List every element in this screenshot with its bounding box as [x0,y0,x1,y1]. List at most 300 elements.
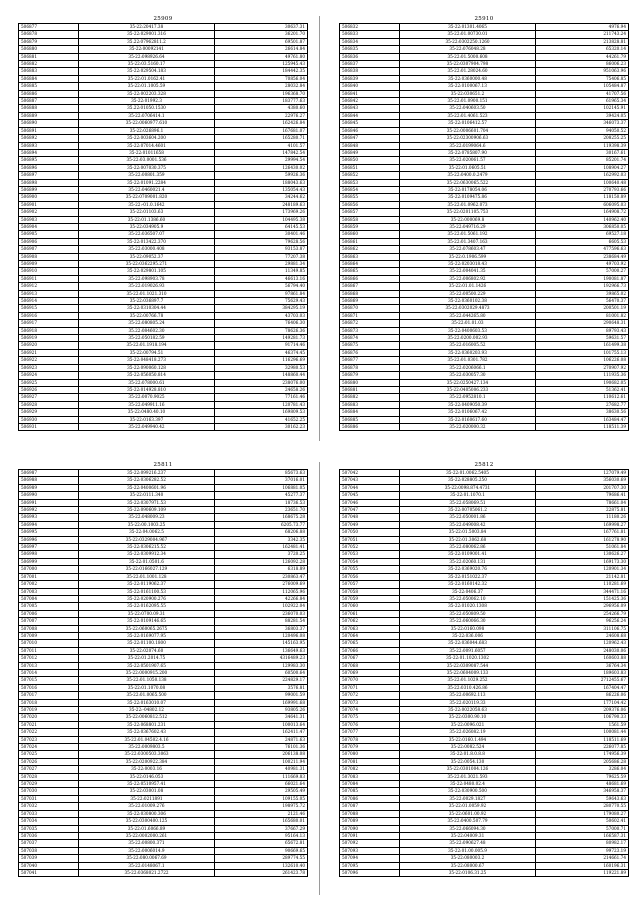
record-id-cell: 506878 [19,31,79,38]
record-id-cell: 507006 [19,610,79,617]
amount-cell: 190081.87 [536,275,629,282]
record-id-cell: 507062 [340,618,400,625]
record-id-cell: 507055 [340,566,400,573]
table-row [19,216,308,223]
table-row [19,342,308,349]
timestamp-cell: 35-22:01.3021.593 [399,773,536,780]
record-id-cell: 506856 [340,201,400,208]
table-row [340,216,629,223]
timestamp-cell: 35-22:0480.40.10 [78,409,215,416]
record-id-cell: 507046 [340,499,400,506]
amount-cell: 34641.31 [215,714,308,721]
amount-cell: 270793.66 [536,186,629,193]
table-row [19,201,308,208]
record-id-cell: 506838 [340,68,400,75]
record-id-cell: 507094 [340,855,400,862]
record-id-cell: 507018 [19,699,79,706]
record-id-cell: 507057 [340,581,400,588]
record-id-cell: 506850 [340,157,400,164]
timestamp-cell: 35-22:048418.273 [78,357,215,364]
timestamp-cell: 35-22:0161100.53 [78,588,215,595]
amount-cell: 211743.24 [536,31,629,38]
amount-cell: 29505.49 [215,788,308,795]
timestamp-cell: 35-22:003604.200 [78,135,215,142]
amount-cell: 91714.46 [215,342,308,349]
table-row [340,46,629,53]
timestamp-cell: 35-22:0200.002.93 [399,335,536,342]
timestamp-cell: 35-22:076048.28 [399,46,536,53]
timestamp-cell: 35-22:03001.08 [78,788,215,795]
table-row [340,164,629,171]
table-row [19,120,308,127]
table-row [19,127,308,134]
timestamp-cell: 35-22:0006601.704 [399,127,536,134]
table-row [340,105,629,112]
timestamp-cell: 35-22:030057.30 [399,372,536,379]
timestamp-cell: 35-22:0630065.522 [399,179,536,186]
table-row [19,603,308,610]
record-id-cell: 507069 [340,669,400,676]
timestamp-cell: 35-22:049911.16 [78,401,215,408]
amount-cell: 344471.16 [536,588,629,595]
amount-cell: 30637.31 [215,24,308,31]
timestamp-cell: 35-22:01.5000.608 [399,53,536,60]
amount-cell: 120496.08 [215,632,308,639]
record-id-cell: 506865 [340,268,400,275]
amount-cell: 162481.41 [215,544,308,551]
amount-cell: 21142.81 [536,573,629,580]
record-id-cell: 506853 [340,179,400,186]
table-row [19,290,308,297]
table-row [340,677,629,684]
record-id-cell: 506872 [340,320,400,327]
timestamp-cell: 35-22:01091.2284 [78,179,215,186]
amount-cell: 160196.31 [536,862,629,869]
table-row [19,544,308,551]
record-id-cell: 507065 [340,640,400,647]
amount-cell: 151425.36 [536,595,629,602]
table-row [340,357,629,364]
timestamp-cell: 35-22:078000.61 [78,379,215,386]
table-row [340,275,629,282]
table-row [340,692,629,699]
table-row [19,499,308,506]
table-row [340,98,629,105]
amount-cell: 30167.61 [536,149,629,156]
table-row [340,788,629,795]
record-id-cell: 507024 [19,744,79,751]
amount-cell: 2121.46 [215,810,308,817]
amount-cell: 97861.84 [215,290,308,297]
record-id-cell: 507025 [19,751,79,758]
timestamp-cell: 35-22:0360102.38 [399,298,536,305]
record-id-cell: 507075 [340,714,400,721]
amount-cell: 384295.19 [215,305,308,312]
timestamp-cell: 35-22:0.1906.599 [399,253,536,260]
record-id-cell: 506863 [340,253,400,260]
timestamp-cell: 35-22:0601.00.92 [399,810,536,817]
table-row [340,83,629,90]
timestamp-cell: 35-22:01020.1308 [399,603,536,610]
record-id-cell: 506884 [340,409,400,416]
record-id-cell: 506878 [340,364,400,371]
timestamp-cell: 35-22:056050.814 [78,372,215,379]
amount-cell: 106881.05 [215,484,308,491]
table-row [19,401,308,408]
timestamp-cell: 35-22:029504.183 [78,68,215,75]
table-row [340,246,629,253]
record-id-cell: 506997 [19,544,79,551]
timestamp-cell: 35-22:02060.131 [399,558,536,565]
amount-cell: 174956.39 [536,751,629,758]
amount-cell: 208255.25 [536,135,629,142]
record-id-cell: 506845 [340,120,400,127]
timestamp-cell: 35-22:01.8.0.8.8 [399,751,536,758]
record-id-cell: 506862 [340,246,400,253]
top-gutter-rule [319,16,320,441]
timestamp-cell: 35-22:0362295.271 [78,261,215,268]
timestamp-cell: 35-22:02300906.63 [399,135,536,142]
amount-cell: 110612.61 [536,394,629,401]
amount-cell: 120962.43 [536,640,629,647]
table-row [340,194,629,201]
amount-cell: 112065.96 [215,588,308,595]
table-row [340,75,629,82]
table-row [340,238,629,245]
amount-cell: 57000.27 [536,268,629,275]
amount-cell: 24658.26 [215,386,308,393]
table-row [19,610,308,617]
table-row [340,31,629,38]
amount-cell: 126092.28 [215,558,308,565]
timestamp-cell: 35-22:036897.7 [78,298,215,305]
amount-cell: 276009.69 [215,581,308,588]
amount-cell: 66021.64 [215,781,308,788]
timestamp-cell: 35-22:01.1050.138 [78,677,215,684]
record-id-cell: 506844 [340,112,400,119]
table-row [340,581,629,588]
amount-cell: 161499.38 [536,342,629,349]
table-row [340,68,629,75]
amount-cell: 198975.72 [215,803,308,810]
timestamp-cell: 35-22:029801.105 [78,268,215,275]
amount-cell: 127079.49 [536,470,629,477]
record-id-cell: 507045 [340,492,400,499]
table-row [19,625,308,632]
timestamp-cell: 35-22:01.2014.75 [78,655,215,662]
amount-cell: 86006.23 [536,61,629,68]
table-row [340,729,629,736]
amount-cell: 162426.84 [215,120,308,127]
table-row [19,209,308,216]
timestamp-cell: 35-22:036.006 [399,632,536,639]
amount-cell: 79686.41 [536,492,629,499]
timestamp-cell: 35-22:080062.86 [399,544,536,551]
record-id-cell: 506992 [19,507,79,514]
table-row [19,135,308,142]
record-id-cell: 506899 [19,186,79,193]
table-row [19,832,308,839]
timestamp-cell: 35-22:0000915.200 [78,669,215,676]
table-row [340,283,629,290]
table-row [19,275,308,282]
record-id-cell: 506912 [19,283,79,290]
record-id-cell: 506905 [19,231,79,238]
record-id-cell: 506833 [340,31,400,38]
table-row [340,470,629,477]
amount-cell: 78626.36 [215,327,308,334]
timestamp-cell: 35-22:099216.237 [78,470,215,477]
record-id-cell: 507091 [340,832,400,839]
record-id-cell: 507005 [19,603,79,610]
timestamp-cell: 35-22:0302250.1260 [399,38,536,45]
record-id-cell: 506861 [340,238,400,245]
amount-cell: 38630.56 [536,409,629,416]
record-id-cell: 506901 [19,201,79,208]
record-id-cell: 506924 [19,372,79,379]
record-id-cell: 506907 [19,246,79,253]
record-id-cell: 506998 [19,551,79,558]
record-id-cell: 506886 [340,423,400,430]
amount-cell: 135054.43 [215,186,308,193]
amount-cell: 11180.26 [536,514,629,521]
record-id-cell: 506858 [340,216,400,223]
record-id-cell: 506877 [340,357,400,364]
timestamp-cell: 35-22:004041.35 [399,268,536,275]
table-row [340,499,629,506]
amount-cell: 75406.85 [536,75,629,82]
amount-cell: 184442.35 [215,68,308,75]
table-row [340,825,629,832]
record-id-cell: 506903 [19,216,79,223]
table-row [19,707,308,714]
record-id-cell: 507076 [340,721,400,728]
amount-cell: 26614.84 [215,46,308,53]
timestamp-cell: 35-22:0162095.55 [78,603,215,610]
record-id-cell: 507087 [340,803,400,810]
amount-cell: 37667.29 [215,825,308,832]
record-id-cell: 507064 [340,632,400,639]
timestamp-cell: 35-22:026896.1 [78,127,215,134]
amount-cell: 48681.69 [536,781,629,788]
timestamp-cell: 35-22:0300400.125 [78,818,215,825]
record-id-cell: 506918 [19,327,79,334]
record-id-cell: 506883 [340,401,400,408]
amount-cell: 163484.47 [536,416,629,423]
table-row [19,847,308,854]
amount-cell: 100640.48 [536,179,629,186]
record-id-cell: 506931 [19,423,79,430]
amount-cell: 96256.24 [536,618,629,625]
record-id-cell: 506875 [340,342,400,349]
timestamp-cell: 35-22:01100.1800 [78,640,215,647]
amount-cell: 110281.69 [536,581,629,588]
amount-cell: 177104.42 [536,699,629,706]
timestamp-cell: 35-22:029001.316 [78,31,215,38]
amount-cell: 100211.94 [215,758,308,765]
amount-cell: 160603.88 [536,655,629,662]
amount-cell: 346958.37 [536,788,629,795]
table-row [340,632,629,639]
table-row [340,364,629,371]
amount-cell: 169173.30 [536,558,629,565]
record-id-cell: 506913 [19,290,79,297]
timestamp-cell: 35-22:0400601.96 [78,484,215,491]
table-row [19,38,308,45]
timestamp-cell: 35-22:049716.29 [399,223,536,230]
amount-cell: 118150.89 [536,194,629,201]
amount-cell: 248030.06 [536,647,629,654]
table-row [19,105,308,112]
table-row [19,551,308,558]
timestamp-cell: 35-22:0306215.52 [78,544,215,551]
record-id-cell: 506910 [19,268,79,275]
timestamp-cell: 35-22:01.00.005.9 [399,847,536,854]
amount-cell: 41652.25 [215,416,308,423]
timestamp-cell: 35-22:050062.10 [399,595,536,602]
record-id-cell: 507047 [340,507,400,514]
timestamp-cell: 35-22:03.5160.17 [78,61,215,68]
timestamp-cell: 35-22:01.3062.68 [399,536,536,543]
timestamp-cell: 35-22:0160617.60 [399,416,536,423]
record-id-cell: 507048 [340,514,400,521]
amount-cell: 28032.84 [215,83,308,90]
table-row [340,832,629,839]
timestamp-cell: 35-22:090627.48 [399,840,536,847]
amount-cell: 27682.77 [536,401,629,408]
timestamp-cell: 35-22:030900.500 [399,788,536,795]
amount-cell: 248189.63 [215,201,308,208]
record-id-cell: 507003 [19,588,79,595]
table-row [340,342,629,349]
timestamp-cell: 35-22:014928.810 [78,386,215,393]
amount-cell: 22976.27 [215,112,308,119]
table-row [340,477,629,484]
record-id-cell: 506880 [19,46,79,53]
amount-cell: 238684.49 [536,253,629,260]
table-row [340,290,629,297]
timestamp-cell: 35-22:01.0962.073 [399,201,536,208]
timestamp-cell: 35-22:00705061.2 [399,507,536,514]
table-row [340,810,629,817]
amount-cell: 4976.94 [536,24,629,31]
table-row [340,507,629,514]
record-id-cell: 507039 [19,855,79,862]
amount-cell: 34244.62 [215,194,308,201]
table-row [19,788,308,795]
table-row [340,394,629,401]
table-row [19,662,308,669]
record-id-cell: 507077 [340,729,400,736]
amount-cell: 6318.89 [215,566,308,573]
table-row [19,521,308,528]
record-id-cell: 506876 [340,349,400,356]
amount-cell: 477596.63 [536,246,629,253]
record-id-cell: 507007 [19,618,79,625]
record-id-cell: 506890 [19,120,79,127]
amount-cell: 116296.69 [215,357,308,364]
table-row [340,401,629,408]
table-row [340,305,629,312]
record-id-cell: 507004 [19,595,79,602]
record-id-cell: 506929 [19,409,79,416]
timestamp-cell: 35-22:00092141 [78,46,215,53]
record-id-cell: 506836 [340,53,400,60]
table-row [340,186,629,193]
amount-cell: 99001.59 [215,692,308,699]
record-id-cell: 507044 [340,484,400,491]
amount-cell: 23651.70 [215,507,308,514]
timestamp-cell: 35-22:058069.51 [399,499,536,506]
table-row [19,514,308,521]
timestamp-cell: 35-22:01.5003.84 [399,529,536,536]
amount-cell: 36764.34 [536,662,629,669]
table-row [19,98,308,105]
table-row [19,320,308,327]
timestamp-cell: 35-22:01.01.1426 [399,283,536,290]
table-row [19,46,308,53]
amount-cell: 145163.95 [215,640,308,647]
table-row [340,640,629,647]
timestamp-cell: 35-22:019026.93 [78,283,215,290]
table-row [19,795,308,802]
amount-cell: 50602.41 [536,818,629,825]
table-row [340,588,629,595]
timestamp-cell: 35-22:0002000.261 [78,832,215,839]
record-id-cell: 507032 [19,803,79,810]
amount-cell: 119221.89 [536,869,629,876]
table-row [340,112,629,119]
amount-cell: 42266.84 [215,595,308,602]
amount-cell: 45277.37 [215,492,308,499]
timestamp-cell: 35-22:036044.683 [399,640,536,647]
table-row [340,38,629,45]
table-row [340,349,629,356]
amount-cell: 183777.63 [215,98,308,105]
amount-cell: 94050.52 [536,127,629,134]
timestamp-cell: 35-22:02074.60 [78,647,215,654]
table-row [340,869,629,876]
record-id-cell: 507030 [19,788,79,795]
record-id-cell: 506860 [340,231,400,238]
table-row [19,647,308,654]
record-id-cell: 507063 [340,625,400,632]
table-row [19,416,308,423]
amount-cell: 4316489.23 [215,655,308,662]
amount-cell: 24871.63 [215,736,308,743]
record-id-cell: 506995 [19,529,79,536]
timestamp-cell: 35-22:00800.371 [78,840,215,847]
record-id-cell: 506896 [19,164,79,171]
amount-cell: 105484.87 [536,83,629,90]
timestamp-cell: 35-22:01.1005.59 [78,83,215,90]
timestamp-cell: 35-22:0706414.1 [78,112,215,119]
record-id-cell: 506866 [340,275,400,282]
table-row [340,201,629,208]
table-row [19,692,308,699]
table-row [340,707,629,714]
record-id-cell: 507074 [340,707,400,714]
amount-cell: 226077.85 [536,744,629,751]
amount-cell: 3342.35 [215,536,308,543]
amount-cell: 296956.09 [536,603,629,610]
timestamp-cell: 35-22:01.0605.51 [399,164,536,171]
record-id-cell: 507053 [340,551,400,558]
timestamp-cell: 35-22:080003.2 [399,855,536,862]
table-row [19,721,308,728]
record-id-cell: 507052 [340,544,400,551]
timestamp-cell: 35-22:090060.128 [78,364,215,371]
